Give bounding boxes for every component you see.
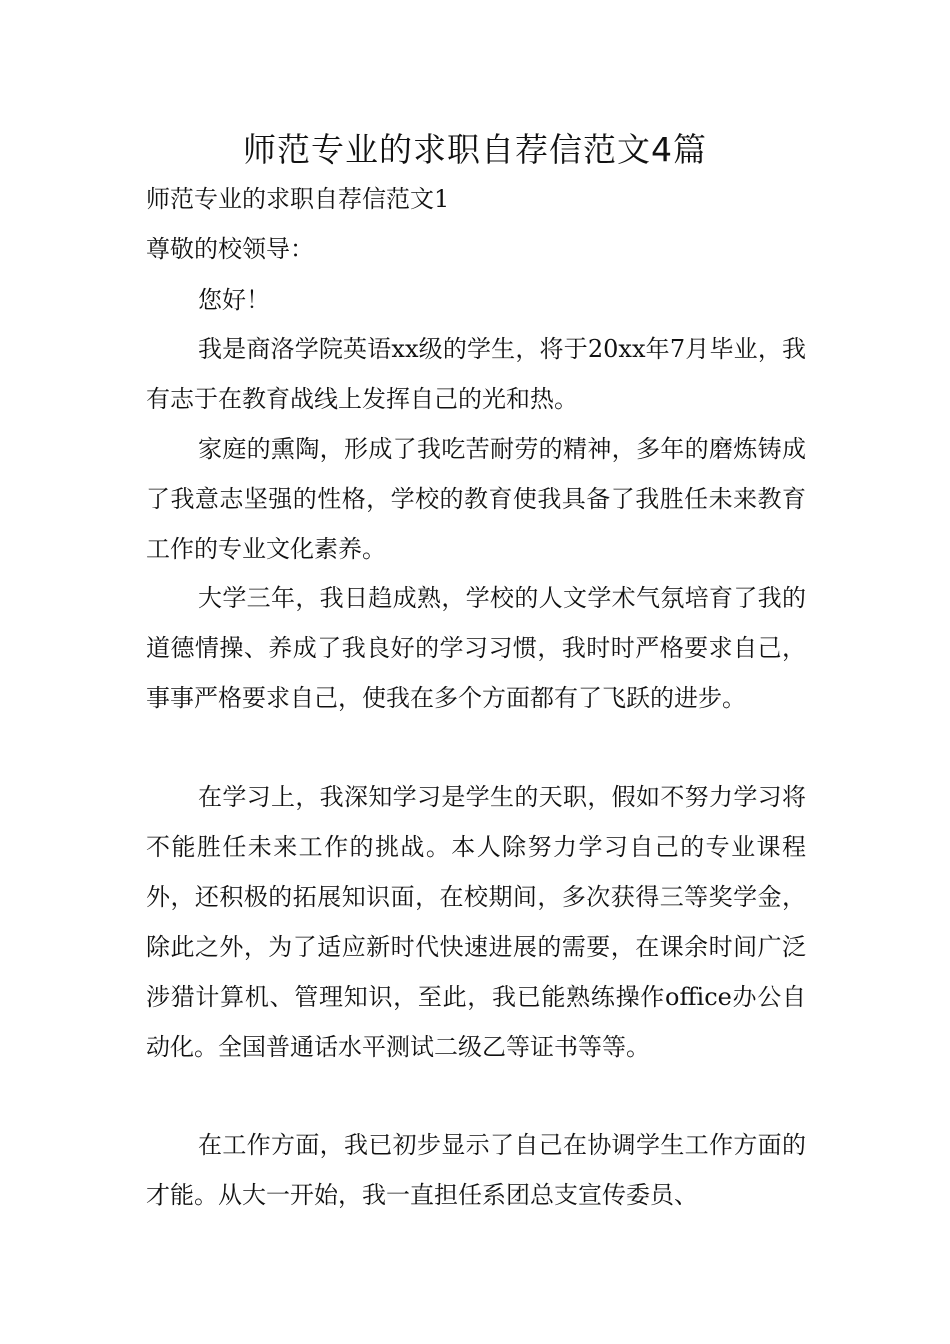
letter-subtitle: 师范专业的求职自荐信范文1 (146, 185, 450, 213)
paragraph-family: 家庭的熏陶，形成了我吃苦耐劳的精神，多年的磨炼铸成了我意志坚强的性格，学校的教育使我具备了我胜任未来教育工作的专业文化素养。 (146, 435, 806, 563)
paragraph-work: 在工作方面，我已初步显示了自己在协调学生工作方面的才能。从大一开始，我一直担任系团总支宣传委员、 (146, 1131, 806, 1209)
paragraph-university: 大学三年，我日趋成熟，学校的人文学术气氛培育了我的道德情操、养成了我良好的学习习惯，我时时严格要求自己，事事严格要求自己，使我在多个方面都有了飞跃的进步。 (146, 584, 806, 712)
salutation: 尊敬的校领导： (146, 235, 314, 263)
paragraph-study: 在学习上，我深知学习是学生的天职，假如不努力学习将不能胜任未来工作的挑战。本人除努力学习自己的专业课程外，还积极的拓展知识面，在校期间，多次获得三等奖学金，除此之外，为了适应新时代快速进展的需要，在课余时间广泛涉猎计算机、管理知识，至此，我已能熟练操作office办公自动化。全国普通话水平测试二级乙等证书等等。 (146, 783, 806, 1061)
document-title: 师范专业的求职自荐信范文4篇 (243, 130, 707, 169)
greeting: 您好！ (198, 286, 270, 314)
paragraph-intro: 我是商洛学院英语xx级的学生，将于20xx年7月毕业，我有志于在教育战线上发挥自己的光和热。 (146, 335, 806, 413)
